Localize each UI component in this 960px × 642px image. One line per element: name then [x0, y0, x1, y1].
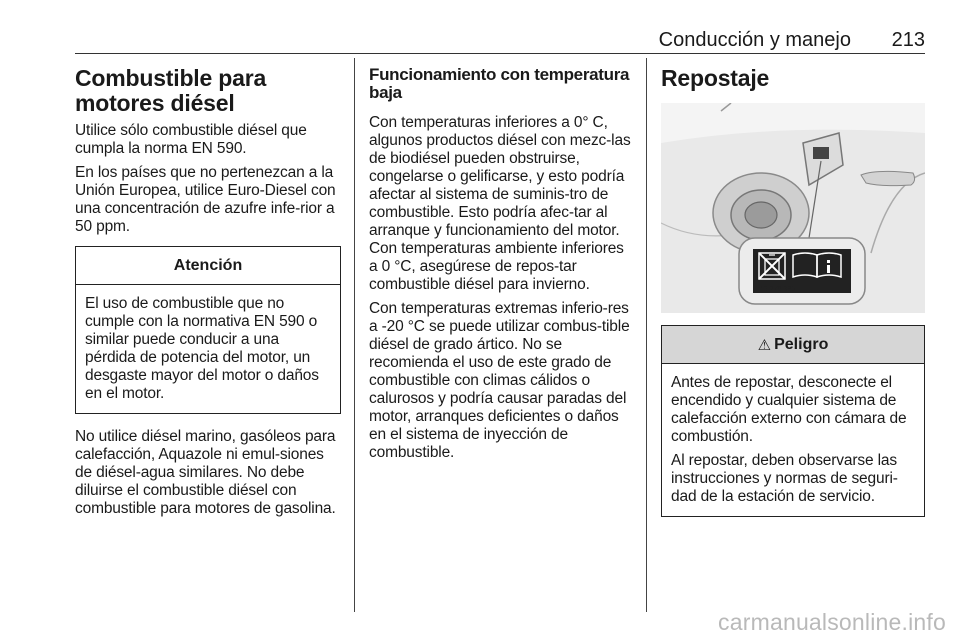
section-title-diesel: Combustible para motores diésel — [75, 65, 267, 116]
page-header — [75, 30, 925, 54]
watermark: carmanualsonline.info — [718, 609, 946, 635]
paragraph-arctic-diesel: Con temperaturas extremas inferio-res a -20 °C se puede utilizar combus-tible diésel de grado ártico. No se recomienda el uso de este grado de combustible con climas cálidos o calurosos y podría causar paradas del motor, arranques deficientes o daños en el sistema de inyección de combustible. — [369, 300, 630, 461]
column-refuelling — [661, 66, 925, 517]
paragraph-en590: Utilice sólo combustible diésel que cumpla la norma EN 590. — [75, 122, 307, 157]
fuel-door-drawing — [661, 103, 925, 313]
section-title-low-temperature: Funcionamiento con temperatura baja — [369, 65, 630, 102]
paragraph-euro-diesel: En los países que no pertenezcan a la Unión Europea, utilice Euro-Diesel con una concentración de azufre infe-rior a 50 ppm. — [75, 164, 336, 235]
column-low-temperature — [369, 66, 633, 462]
danger-text-station-rules: Al repostar, deben observarse las instrucciones y normas de seguri-dad de la estación de servicio. — [671, 452, 898, 505]
notice-heading: Atención — [76, 247, 340, 285]
notice-text: El uso de combustible que no cumple con la normativa EN 590 o similar puede conducir a una pérdida de potencia del motor, un desgaste mayor del motor o daños en el motor. — [85, 295, 319, 402]
paragraph-marine-diesel: No utilice diésel marino, gasóleos para calefacción, Aquazole ni emul-siones de diésel-agua similares. No debe diluirse el combustible diésel con combustible para motores de gasolina. — [75, 428, 336, 517]
notice-box — [75, 246, 341, 414]
page-number: 213 — [891, 29, 925, 51]
paragraph-below-zero: Con temperaturas inferiores a 0° C, algunos productos diésel con mezc-las de biodiésel pueden obstruirse, congelarse o gelificarse, y esto podría afectar al sistema de suminis-tro de combustible. Esto podría afec-tar al arranque y funcionamiento del motor. Con temperaturas ambiente inferiores a 0 °C, asegúrese de repos-tar combustible diésel para invierno. — [369, 114, 631, 293]
fuel-door-illustration — [661, 103, 925, 313]
danger-box — [661, 325, 925, 517]
column-diesel-fuel — [75, 66, 341, 518]
figure-code: 13 278 390 — [760, 286, 796, 293]
warning-triangle-icon: ⚠ — [757, 336, 772, 354]
section-title-refuelling: Repostaje — [661, 65, 770, 91]
danger-text-ignition: Antes de repostar, desconecte el encendido y cualquier sistema de calefacción externo con cámara de combustión. — [671, 374, 907, 445]
danger-heading — [662, 326, 924, 364]
danger-heading-label: Peligro — [774, 335, 829, 353]
column-divider-1 — [354, 58, 355, 612]
column-divider-2 — [646, 58, 647, 612]
header-title: Conducción y manejo — [658, 29, 851, 51]
